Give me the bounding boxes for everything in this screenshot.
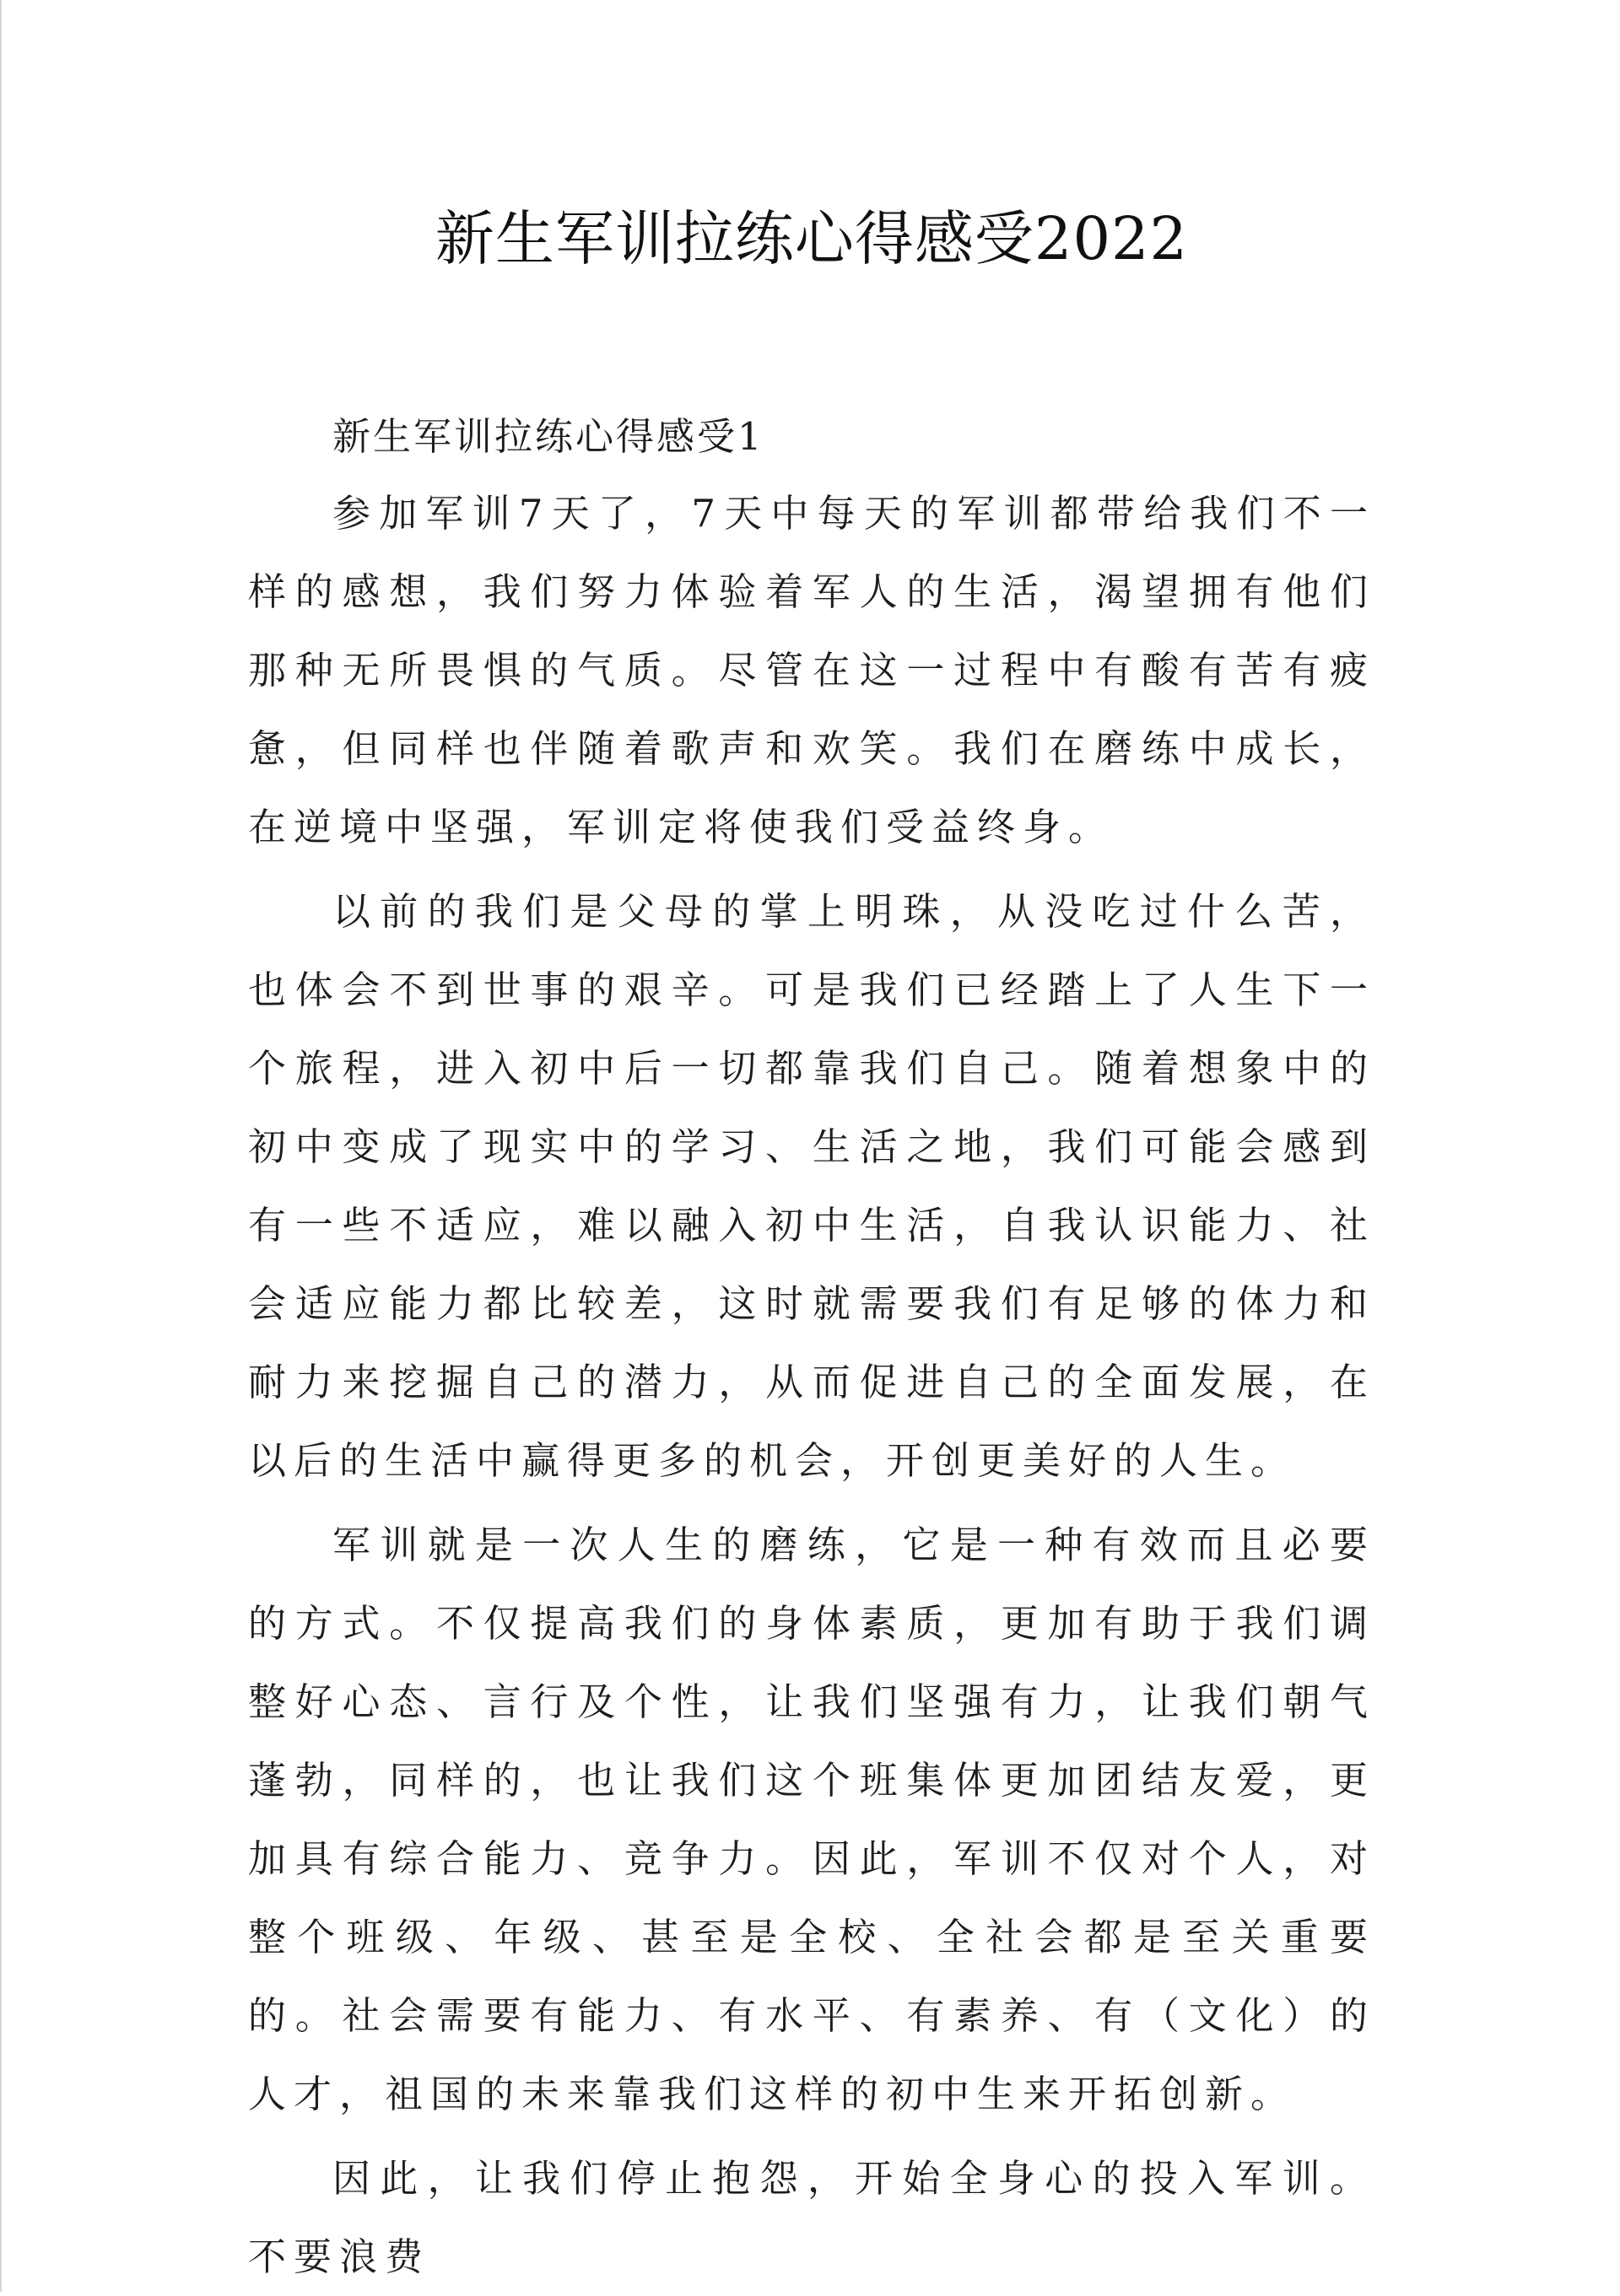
section-heading: 新生军训拉练心得感受1 <box>332 414 764 459</box>
paragraph-1: 参加军训7天了，7天中每天的军训都带给我们不一样的感想，我们努力体验着军人的生活，渴望拥有他们那种无所畏惧的气质。尽管在这一过程中有酸有苦有疲惫，但同样也伴随着歌声和欢笑。我们在磨练中成长，在逆境中坚强，军训定将使我们受益终身。 <box>248 491 1375 849</box>
paragraph-4: 因此，让我们停止抱怨，开始全身心的投入军训。不要浪费 <box>248 2156 1375 2279</box>
document-body <box>248 405 1375 2296</box>
document-title: 新生军训拉练心得感受2022 <box>435 204 1189 273</box>
paragraph-2: 以前的我们是父母的掌上明珠，从没吃过什么苦，也体会不到世事的艰辛。可是我们已经踏上了人生下一个旅程，进入初中后一切都靠我们自己。随着想象中的初中变成了现实中的学习、生活之地，我们可能会感到有一些不适应，难以融入初中生活，自我认识能力、社会适应能力都比较差，这时就需要我们有足够的体力和耐力来挖掘自己的潜力，从而促进自己的全面发展，在以后的生活中赢得更多的机会，开创更美好的人生。 <box>248 889 1375 1483</box>
paragraph-3: 军训就是一次人生的磨练，它是一种有效而且必要的方式。不仅提高我们的身体素质，更加有助于我们调整好心态、言行及个性，让我们坚强有力，让我们朝气蓬勃，同样的，也让我们这个班集体更加团结友爱，更加具有综合能力、竞争力。因此，军训不仅对个人，对整个班级、年级、甚至是全校、全社会都是至关重要的。社会需要有能力、有水平、有素养、有（文化）的人才，祖国的未来靠我们这样的初中生来开拓创新。 <box>248 1523 1375 2116</box>
